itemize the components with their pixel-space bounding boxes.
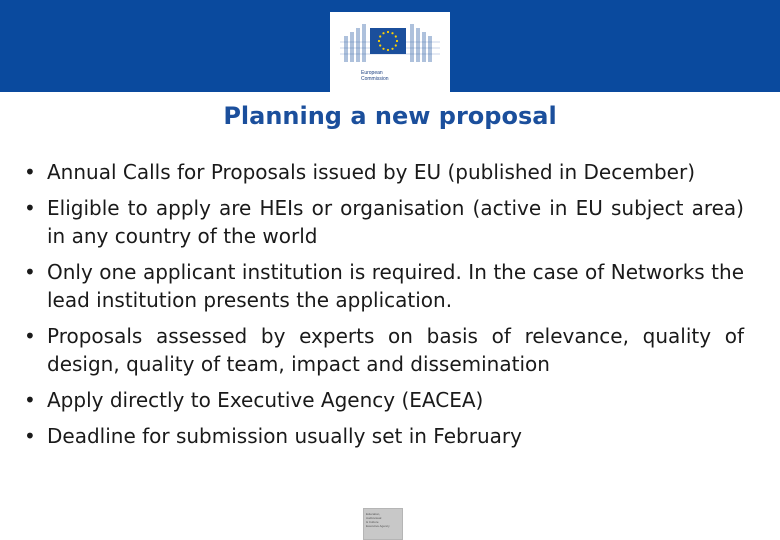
bullet-icon: • <box>24 260 36 284</box>
bullet-icon: • <box>24 424 36 448</box>
bullet-list <box>24 158 744 458</box>
badge-text-line: Education, <box>366 512 381 516</box>
slide-title: Planning a new proposal <box>223 102 557 130</box>
bullet-icon: • <box>24 324 36 348</box>
european-commission-logo-icon <box>330 12 450 92</box>
logo-text-line: Commission <box>361 76 389 82</box>
logo-text <box>361 70 389 82</box>
bullet-icon: • <box>24 388 36 412</box>
bullet-item <box>24 258 744 314</box>
bullet-text: Deadline for submission usually set in February <box>47 424 522 448</box>
bullet-item <box>24 322 744 378</box>
bullet-item <box>24 422 744 450</box>
bullet-text: Only one applicant institution is required. In the case of Networks the lead institution presents the application. <box>47 260 744 312</box>
bullet-text: Apply directly to Executive Agency (EACEA) <box>47 388 484 412</box>
badge-text-line: Executive Agency <box>366 524 390 528</box>
badge-text-line: & Culture <box>366 520 379 524</box>
bullet-text: Eligible to apply are HEIs or organisation (active in EU subject area) in any country of the world <box>47 196 744 248</box>
eacea-badge-logo <box>363 508 403 540</box>
bullet-item <box>24 194 744 250</box>
bullet-text: Proposals assessed by experts on basis of relevance, quality of design, quality of team, impact and dissemination <box>47 324 744 376</box>
bullet-text: Annual Calls for Proposals issued by EU (published in December) <box>47 160 696 184</box>
badge-text-line: Audiovisual <box>366 516 382 520</box>
bullet-item <box>24 386 744 414</box>
bullet-icon: • <box>24 196 36 220</box>
bullet-icon: • <box>24 160 36 184</box>
bullet-item <box>24 158 744 186</box>
commission-building-icon <box>330 12 450 92</box>
logo-text-line: European <box>361 70 383 76</box>
header-band <box>0 0 780 92</box>
